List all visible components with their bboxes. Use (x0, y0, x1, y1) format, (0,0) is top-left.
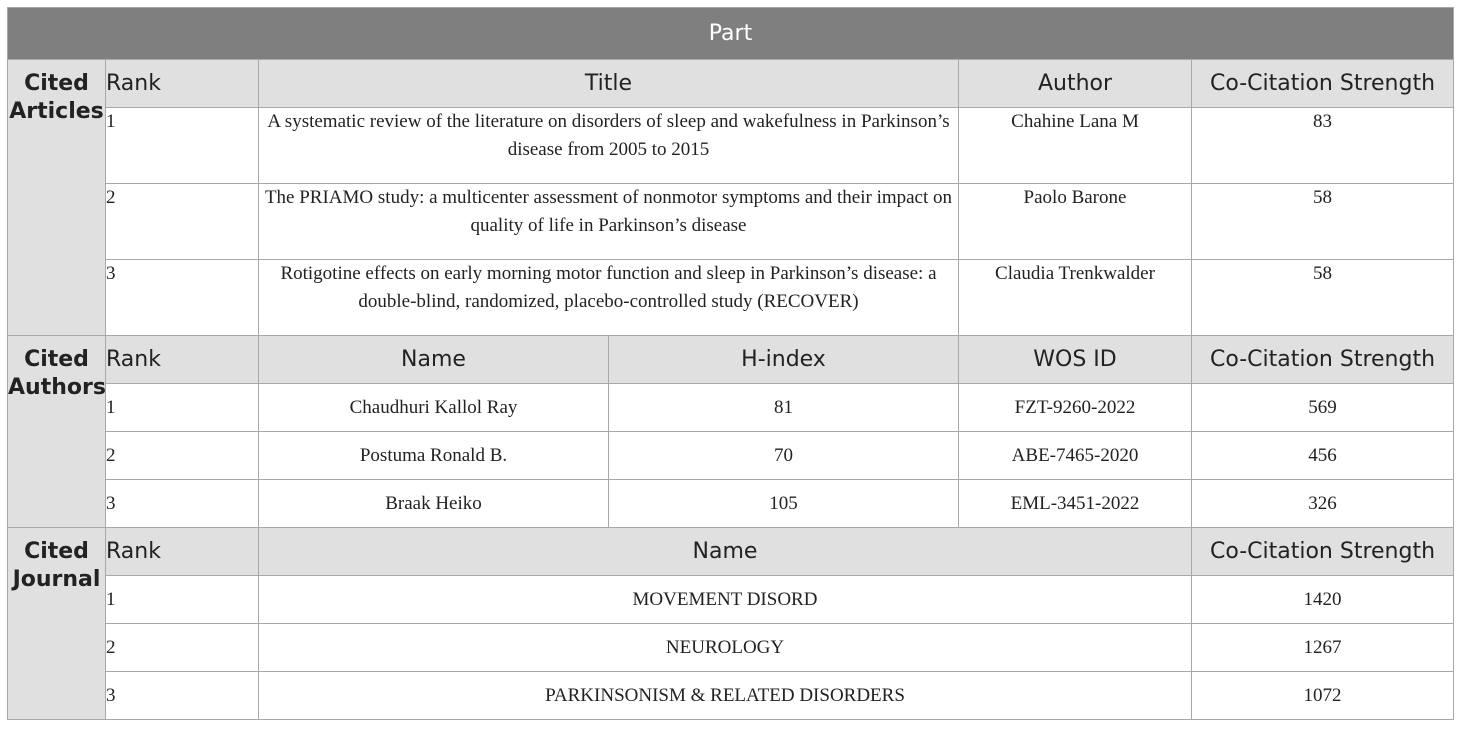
co-citation-table (7, 7, 1454, 720)
rank-cell: 3 (106, 672, 259, 720)
column-header-rank: Rank (106, 528, 259, 576)
authors-header-row (8, 336, 1454, 384)
wosid-cell: FZT-9260-2022 (959, 384, 1192, 432)
journals-header-row (8, 528, 1454, 576)
articles-header-row (8, 60, 1454, 108)
hindex-cell: 70 (609, 432, 959, 480)
section-label-line2: Journal (12, 567, 101, 592)
section-label-cited-journal (8, 528, 106, 720)
section-label-line1: Cited (24, 71, 89, 96)
column-header-strength: Co-Citation Strength (1192, 528, 1454, 576)
column-header-name: Name (259, 336, 609, 384)
strength-cell: 456 (1192, 432, 1454, 480)
name-cell: Chaudhuri Kallol Ray (259, 384, 609, 432)
part-title: Part (8, 8, 1454, 60)
title-cell: A systematic review of the literature on disorders of sleep and wakefulness in Parkinson’s disease from 2005 to 2015 (259, 108, 959, 184)
author-cell: Chahine Lana M (959, 108, 1192, 184)
wosid-cell: EML-3451-2022 (959, 480, 1192, 528)
author-cell: Claudia Trenkwalder (959, 260, 1192, 336)
name-cell: PARKINSONISM & RELATED DISORDERS (259, 672, 1192, 720)
table-row (8, 184, 1454, 260)
strength-cell: 1267 (1192, 624, 1454, 672)
section-label-cited-authors (8, 336, 106, 528)
title-cell: The PRIAMO study: a multicenter assessment of nonmotor symptoms and their impact on quality of life in Parkinson’s disease (259, 184, 959, 260)
column-header-hindex: H-index (609, 336, 959, 384)
table-row (8, 672, 1454, 720)
name-cell: Braak Heiko (259, 480, 609, 528)
table-row (8, 260, 1454, 336)
rank-cell: 3 (106, 260, 259, 336)
column-header-author: Author (959, 60, 1192, 108)
rank-cell: 1 (106, 384, 259, 432)
column-header-name: Name (259, 528, 1192, 576)
rank-cell: 1 (106, 576, 259, 624)
section-label-cited-articles (8, 60, 106, 336)
rank-cell: 2 (106, 432, 259, 480)
title-cell: Rotigotine effects on early morning motor function and sleep in Parkinson’s disease: a double-blind, randomized, placebo-controlled study (RECOVER) (259, 260, 959, 336)
wosid-cell: ABE-7465-2020 (959, 432, 1192, 480)
name-cell: NEUROLOGY (259, 624, 1192, 672)
section-label-line1: Cited (24, 539, 89, 564)
strength-cell: 1420 (1192, 576, 1454, 624)
column-header-rank: Rank (106, 336, 259, 384)
name-cell: Postuma Ronald B. (259, 432, 609, 480)
strength-cell: 569 (1192, 384, 1454, 432)
hindex-cell: 81 (609, 384, 959, 432)
strength-cell: 58 (1192, 184, 1454, 260)
strength-cell: 83 (1192, 108, 1454, 184)
table-row (8, 108, 1454, 184)
table-row (8, 480, 1454, 528)
section-label-line2: Articles (9, 99, 104, 124)
strength-cell: 58 (1192, 260, 1454, 336)
strength-cell: 326 (1192, 480, 1454, 528)
section-label-line2: Authors (8, 375, 106, 400)
author-cell: Paolo Barone (959, 184, 1192, 260)
rank-cell: 2 (106, 184, 259, 260)
rank-cell: 1 (106, 108, 259, 184)
section-label-line1: Cited (24, 347, 89, 372)
column-header-strength: Co-Citation Strength (1192, 336, 1454, 384)
column-header-rank: Rank (106, 60, 259, 108)
table-row (8, 384, 1454, 432)
name-cell: MOVEMENT DISORD (259, 576, 1192, 624)
part-header-row (8, 8, 1454, 60)
strength-cell: 1072 (1192, 672, 1454, 720)
rank-cell: 3 (106, 480, 259, 528)
table-row (8, 624, 1454, 672)
column-header-title: Title (259, 60, 959, 108)
table-row (8, 432, 1454, 480)
table-row (8, 576, 1454, 624)
hindex-cell: 105 (609, 480, 959, 528)
column-header-strength: Co-Citation Strength (1192, 60, 1454, 108)
rank-cell: 2 (106, 624, 259, 672)
column-header-wosid: WOS ID (959, 336, 1192, 384)
